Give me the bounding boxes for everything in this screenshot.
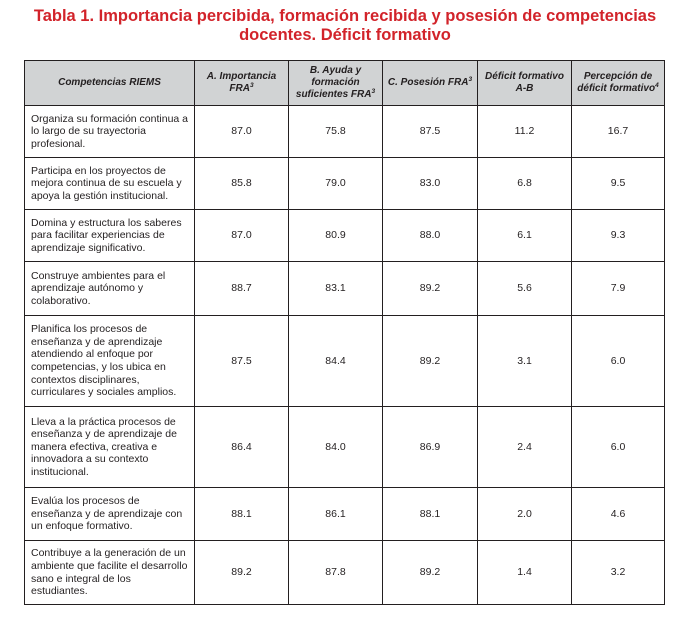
value-cell: 2.0 bbox=[478, 488, 572, 541]
value-cell: 6.0 bbox=[572, 407, 665, 488]
value-cell: 4.6 bbox=[572, 488, 665, 541]
value-cell: 84.4 bbox=[289, 316, 383, 407]
column-header bbox=[572, 61, 665, 106]
table-row bbox=[25, 158, 665, 210]
value-cell: 89.2 bbox=[383, 541, 478, 605]
column-header bbox=[478, 61, 572, 106]
value-cell: 87.8 bbox=[289, 541, 383, 605]
value-cell: 3.1 bbox=[478, 316, 572, 407]
column-header-text: B. Ayuda y formación suficientes FRA bbox=[295, 65, 372, 100]
table-row bbox=[25, 488, 665, 541]
competencia-cell: Lleva a la práctica procesos de enseñanza y de aprendizaje de manera efectiva, creativa e innovadora a su contexto institucional. bbox=[25, 407, 195, 488]
value-cell: 86.1 bbox=[289, 488, 383, 541]
competencia-cell: Planifica los procesos de enseñanza y de aprendizaje atendiendo al enfoque por competencias, y los ubica en contextos disciplinares, curriculares y sociales amplios. bbox=[25, 316, 195, 407]
value-cell: 6.1 bbox=[478, 210, 572, 262]
value-cell: 88.7 bbox=[195, 262, 289, 316]
value-cell: 9.3 bbox=[572, 210, 665, 262]
value-cell: 88.1 bbox=[195, 488, 289, 541]
table-row bbox=[25, 210, 665, 262]
competencias-table bbox=[24, 60, 665, 605]
value-cell: 75.8 bbox=[289, 106, 383, 158]
column-header-text: Competencias RIEMS bbox=[58, 77, 161, 88]
table-title-line-1: Tabla 1. Importancia percibida, formación recibida y posesión de competencias bbox=[33, 7, 657, 25]
column-header bbox=[195, 61, 289, 106]
table-row bbox=[25, 262, 665, 316]
value-cell: 9.5 bbox=[572, 158, 665, 210]
column-header-text: Déficit formativo A-B bbox=[485, 71, 564, 94]
value-cell: 5.6 bbox=[478, 262, 572, 316]
value-cell: 79.0 bbox=[289, 158, 383, 210]
competencia-cell: Participa en los proyectos de mejora continua de su escuela y apoya la gestión institucional. bbox=[25, 158, 195, 210]
value-cell: 83.0 bbox=[383, 158, 478, 210]
table-title-line-2: docentes. Déficit formativo bbox=[239, 26, 451, 44]
value-cell: 87.5 bbox=[195, 316, 289, 407]
column-header-footnote: 3 bbox=[371, 88, 376, 95]
value-cell: 6.8 bbox=[478, 158, 572, 210]
value-cell: 6.0 bbox=[572, 316, 665, 407]
column-header-footnote: 4 bbox=[655, 82, 659, 89]
value-cell: 1.4 bbox=[478, 541, 572, 605]
column-header bbox=[289, 61, 383, 106]
competencia-cell: Organiza su formación continua a lo largo de su trayectoria profesional. bbox=[25, 106, 195, 158]
column-header-footnote: 3 bbox=[249, 82, 254, 89]
value-cell: 87.5 bbox=[383, 106, 478, 158]
table-body bbox=[25, 106, 665, 605]
value-cell: 88.1 bbox=[383, 488, 478, 541]
value-cell: 80.9 bbox=[289, 210, 383, 262]
value-cell: 89.2 bbox=[195, 541, 289, 605]
table-row bbox=[25, 316, 665, 407]
column-header bbox=[383, 61, 478, 106]
value-cell: 87.0 bbox=[195, 106, 289, 158]
table-header-row bbox=[25, 61, 665, 106]
competencia-cell: Contribuye a la generación de un ambiente que facilite el desarrollo sano e integral de los estudiantes. bbox=[25, 541, 195, 605]
value-cell: 86.9 bbox=[383, 407, 478, 488]
column-header-text: C. Posesión FRA bbox=[387, 77, 469, 88]
value-cell: 7.9 bbox=[572, 262, 665, 316]
value-cell: 2.4 bbox=[478, 407, 572, 488]
value-cell: 87.0 bbox=[195, 210, 289, 262]
table-row bbox=[25, 407, 665, 488]
value-cell: 16.7 bbox=[572, 106, 665, 158]
value-cell: 88.0 bbox=[383, 210, 478, 262]
value-cell: 89.2 bbox=[383, 262, 478, 316]
column-header bbox=[25, 61, 195, 106]
competencia-cell: Domina y estructura los saberes para facilitar experiencias de aprendizaje significativo. bbox=[25, 210, 195, 262]
value-cell: 84.0 bbox=[289, 407, 383, 488]
table-row bbox=[25, 541, 665, 605]
value-cell: 83.1 bbox=[289, 262, 383, 316]
column-header-text: Percepción de déficit formativo bbox=[577, 71, 656, 94]
value-cell: 11.2 bbox=[478, 106, 572, 158]
competencia-cell: Evalúa los procesos de enseñanza y de aprendizaje con un enfoque formativo. bbox=[25, 488, 195, 541]
value-cell: 85.8 bbox=[195, 158, 289, 210]
table-row bbox=[25, 106, 665, 158]
column-header-text: A. Importancia FRA bbox=[206, 71, 277, 94]
competencia-cell: Construye ambientes para el aprendizaje autónomo y colaborativo. bbox=[25, 262, 195, 316]
value-cell: 89.2 bbox=[383, 316, 478, 407]
value-cell: 3.2 bbox=[572, 541, 665, 605]
value-cell: 86.4 bbox=[195, 407, 289, 488]
column-header-footnote: 3 bbox=[468, 76, 473, 83]
table-title bbox=[0, 7, 690, 45]
